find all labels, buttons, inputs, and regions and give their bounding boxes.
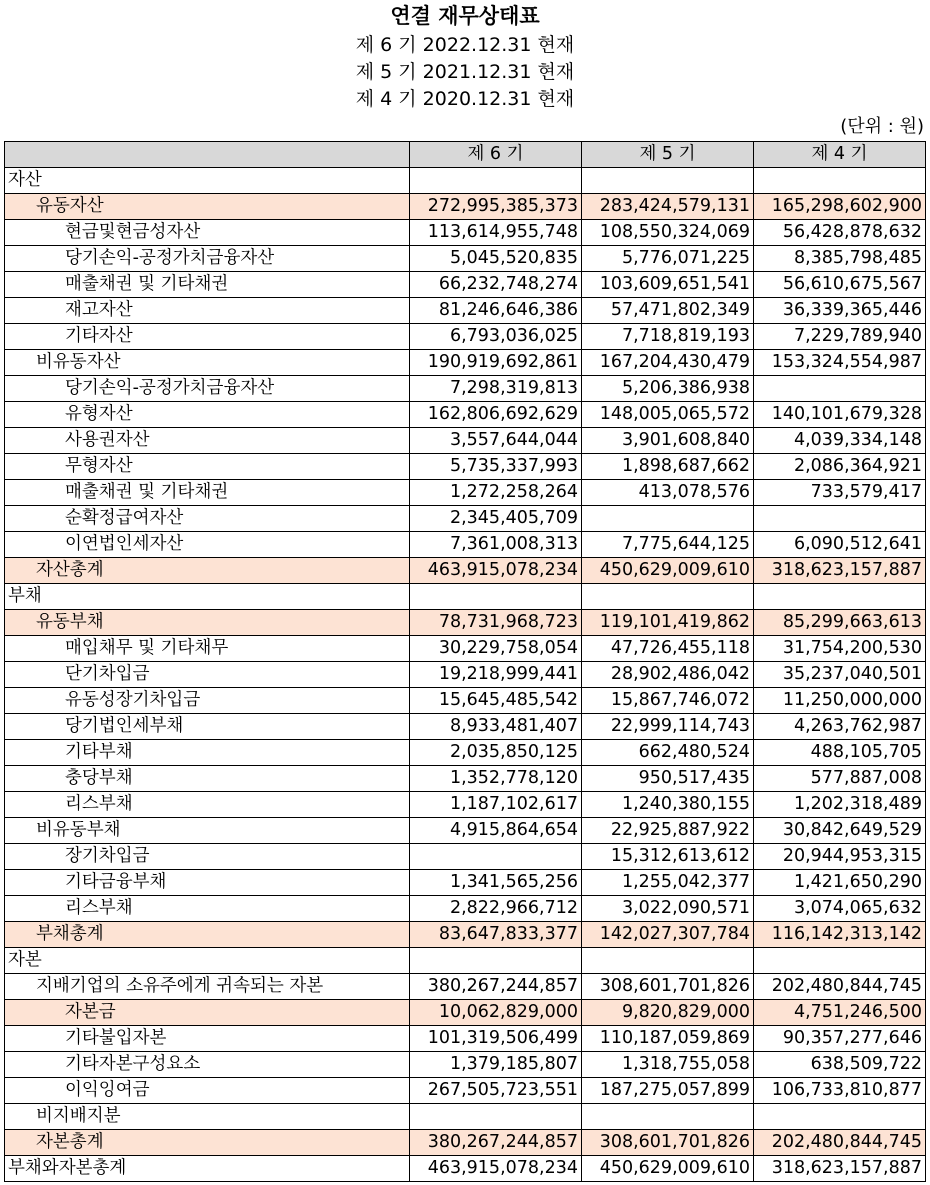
amount-cell (582, 1104, 754, 1130)
amount-cell: 8,933,481,407 (410, 714, 582, 740)
amount-cell: 1,272,258,264 (410, 480, 582, 506)
header-period-6: 제 6 기 (410, 142, 582, 168)
amount-cell: 167,204,430,479 (582, 350, 754, 376)
account-label: 유형자산 (5, 402, 410, 428)
amount-cell: 142,027,307,784 (582, 922, 754, 948)
account-label: 유동부채 (5, 610, 410, 636)
account-label: 무형자산 (5, 454, 410, 480)
amount-cell (582, 506, 754, 532)
amount-cell: 140,101,679,328 (754, 402, 926, 428)
amount-cell: 15,312,613,612 (582, 844, 754, 870)
amount-cell: 7,298,319,813 (410, 376, 582, 402)
amount-cell (410, 1104, 582, 1130)
amount-cell (754, 948, 926, 974)
account-label: 장기차입금 (5, 844, 410, 870)
amount-cell: 36,339,365,446 (754, 298, 926, 324)
amount-cell (410, 948, 582, 974)
amount-cell: 15,645,485,542 (410, 688, 582, 714)
table-header-row (5, 142, 926, 168)
amount-cell: 4,915,864,654 (410, 818, 582, 844)
table-row (5, 636, 926, 662)
period-line-current: 제 6 기 2022.12.31 현재 (355, 34, 575, 56)
account-label: 자산 (5, 168, 410, 194)
table-row (5, 1130, 926, 1156)
header-period-4: 제 4 기 (754, 142, 926, 168)
table-row (5, 558, 926, 584)
amount-cell: 267,505,723,551 (410, 1078, 582, 1104)
account-label: 부채총계 (5, 922, 410, 948)
account-label: 단기차입금 (5, 662, 410, 688)
account-label: 유동성장기차입금 (5, 688, 410, 714)
amount-cell: 153,324,554,987 (754, 350, 926, 376)
amount-cell: 101,319,506,499 (410, 1026, 582, 1052)
table-row (5, 1104, 926, 1130)
table-row (5, 688, 926, 714)
amount-cell: 190,919,692,861 (410, 350, 582, 376)
amount-cell: 22,925,887,922 (582, 818, 754, 844)
account-label: 이익잉여금 (5, 1078, 410, 1104)
amount-cell: 30,229,758,054 (410, 636, 582, 662)
amount-cell: 202,480,844,745 (754, 1130, 926, 1156)
amount-cell: 20,944,953,315 (754, 844, 926, 870)
table-body (5, 168, 926, 1182)
table-row (5, 194, 926, 220)
table-row (5, 506, 926, 532)
account-label: 비유동자산 (5, 350, 410, 376)
table-row (5, 1156, 926, 1182)
amount-cell (410, 168, 582, 194)
table-row (5, 298, 926, 324)
amount-cell: 6,793,036,025 (410, 324, 582, 350)
amount-cell: 318,623,157,887 (754, 558, 926, 584)
amount-cell: 148,005,065,572 (582, 402, 754, 428)
amount-cell: 413,078,576 (582, 480, 754, 506)
table-row (5, 272, 926, 298)
amount-cell: 119,101,419,862 (582, 610, 754, 636)
amount-cell: 2,035,850,125 (410, 740, 582, 766)
document-title: 연결 재무상태표 (390, 4, 540, 28)
amount-cell: 450,629,009,610 (582, 1156, 754, 1182)
amount-cell: 47,726,455,118 (582, 636, 754, 662)
amount-cell: 1,255,042,377 (582, 870, 754, 896)
amount-cell: 3,901,608,840 (582, 428, 754, 454)
table-row (5, 792, 926, 818)
amount-cell: 1,898,687,662 (582, 454, 754, 480)
table-row (5, 324, 926, 350)
account-label: 매출채권 및 기타채권 (5, 480, 410, 506)
amount-cell (410, 844, 582, 870)
amount-cell (754, 376, 926, 402)
period-line-prior: 제 5 기 2021.12.31 현재 (355, 61, 575, 83)
table-row (5, 1026, 926, 1052)
account-label: 기타부채 (5, 740, 410, 766)
amount-cell: 463,915,078,234 (410, 558, 582, 584)
amount-cell: 10,062,829,000 (410, 1000, 582, 1026)
amount-cell: 380,267,244,857 (410, 1130, 582, 1156)
amount-cell: 1,352,778,120 (410, 766, 582, 792)
amount-cell: 28,902,486,042 (582, 662, 754, 688)
table-row (5, 402, 926, 428)
amount-cell: 318,623,157,887 (754, 1156, 926, 1182)
unit-label: (단위 : 원) (840, 116, 924, 137)
table-row (5, 610, 926, 636)
table-row (5, 922, 926, 948)
account-label: 유동자산 (5, 194, 410, 220)
amount-cell: 638,509,722 (754, 1052, 926, 1078)
amount-cell: 22,999,114,743 (582, 714, 754, 740)
amount-cell: 35,237,040,501 (754, 662, 926, 688)
amount-cell: 83,647,833,377 (410, 922, 582, 948)
amount-cell: 488,105,705 (754, 740, 926, 766)
amount-cell: 15,867,746,072 (582, 688, 754, 714)
amount-cell: 1,318,755,058 (582, 1052, 754, 1078)
amount-cell: 463,915,078,234 (410, 1156, 582, 1182)
amount-cell: 81,246,646,386 (410, 298, 582, 324)
amount-cell: 90,357,277,646 (754, 1026, 926, 1052)
table-row (5, 376, 926, 402)
account-label: 매출채권 및 기타채권 (5, 272, 410, 298)
amount-cell: 5,776,071,225 (582, 246, 754, 272)
amount-cell: 1,187,102,617 (410, 792, 582, 818)
amount-cell: 1,202,318,489 (754, 792, 926, 818)
account-label: 부채와자본총계 (5, 1156, 410, 1182)
account-label: 재고자산 (5, 298, 410, 324)
amount-cell: 1,421,650,290 (754, 870, 926, 896)
amount-cell: 187,275,057,899 (582, 1078, 754, 1104)
table-row (5, 766, 926, 792)
amount-cell (582, 168, 754, 194)
table-row (5, 714, 926, 740)
header-period-5: 제 5 기 (582, 142, 754, 168)
amount-cell: 116,142,313,142 (754, 922, 926, 948)
account-label: 기타금융부채 (5, 870, 410, 896)
amount-cell: 57,471,802,349 (582, 298, 754, 324)
balance-sheet-table (4, 141, 926, 1182)
amount-cell: 662,480,524 (582, 740, 754, 766)
amount-cell: 2,822,966,712 (410, 896, 582, 922)
amount-cell (754, 506, 926, 532)
amount-cell (410, 584, 582, 610)
amount-cell: 5,206,386,938 (582, 376, 754, 402)
table-row (5, 1000, 926, 1026)
table-row (5, 584, 926, 610)
account-label: 매입채무 및 기타채무 (5, 636, 410, 662)
amount-cell: 30,842,649,529 (754, 818, 926, 844)
amount-cell: 3,074,065,632 (754, 896, 926, 922)
amount-cell: 577,887,008 (754, 766, 926, 792)
amount-cell (754, 168, 926, 194)
amount-cell: 272,995,385,373 (410, 194, 582, 220)
account-label: 리스부채 (5, 792, 410, 818)
account-label: 지배기업의 소유주에게 귀속되는 자본 (5, 974, 410, 1000)
amount-cell: 66,232,748,274 (410, 272, 582, 298)
amount-cell: 110,187,059,869 (582, 1026, 754, 1052)
table-row (5, 1078, 926, 1104)
amount-cell: 5,735,337,993 (410, 454, 582, 480)
amount-cell: 3,557,644,044 (410, 428, 582, 454)
amount-cell: 56,610,675,567 (754, 272, 926, 298)
amount-cell: 1,240,380,155 (582, 792, 754, 818)
amount-cell: 113,614,955,748 (410, 220, 582, 246)
period-line-pre-prior: 제 4 기 2020.12.31 현재 (355, 88, 575, 110)
amount-cell: 950,517,435 (582, 766, 754, 792)
amount-cell: 78,731,968,723 (410, 610, 582, 636)
amount-cell: 6,090,512,641 (754, 532, 926, 558)
amount-cell: 3,022,090,571 (582, 896, 754, 922)
amount-cell: 106,733,810,877 (754, 1078, 926, 1104)
amount-cell: 733,579,417 (754, 480, 926, 506)
account-label: 순확정급여자산 (5, 506, 410, 532)
table-row (5, 870, 926, 896)
amount-cell: 1,341,565,256 (410, 870, 582, 896)
account-label: 당기손익-공정가치금융자산 (5, 376, 410, 402)
account-label: 부채 (5, 584, 410, 610)
amount-cell: 4,263,762,987 (754, 714, 926, 740)
amount-cell: 4,039,334,148 (754, 428, 926, 454)
amount-cell: 31,754,200,530 (754, 636, 926, 662)
amount-cell: 7,718,819,193 (582, 324, 754, 350)
amount-cell: 4,751,246,500 (754, 1000, 926, 1026)
amount-cell: 162,806,692,629 (410, 402, 582, 428)
table-row (5, 350, 926, 376)
table-row (5, 428, 926, 454)
account-label: 기타자산 (5, 324, 410, 350)
table-row (5, 818, 926, 844)
amount-cell: 108,550,324,069 (582, 220, 754, 246)
amount-cell: 7,361,008,313 (410, 532, 582, 558)
table-row (5, 532, 926, 558)
amount-cell: 2,086,364,921 (754, 454, 926, 480)
account-label: 당기법인세부채 (5, 714, 410, 740)
table-row (5, 168, 926, 194)
account-label: 리스부채 (5, 896, 410, 922)
table-row (5, 246, 926, 272)
table-row (5, 896, 926, 922)
amount-cell: 103,609,651,541 (582, 272, 754, 298)
table-row (5, 844, 926, 870)
account-label: 기타불입자본 (5, 1026, 410, 1052)
account-label: 사용권자산 (5, 428, 410, 454)
account-label: 비유동부채 (5, 818, 410, 844)
table-row (5, 948, 926, 974)
account-label: 이연법인세자산 (5, 532, 410, 558)
amount-cell: 7,229,789,940 (754, 324, 926, 350)
account-label: 자본총계 (5, 1130, 410, 1156)
amount-cell: 85,299,663,613 (754, 610, 926, 636)
amount-cell: 1,379,185,807 (410, 1052, 582, 1078)
amount-cell: 380,267,244,857 (410, 974, 582, 1000)
table-row (5, 740, 926, 766)
amount-cell (754, 584, 926, 610)
amount-cell: 5,045,520,835 (410, 246, 582, 272)
account-label: 충당부채 (5, 766, 410, 792)
amount-cell: 8,385,798,485 (754, 246, 926, 272)
table-row (5, 662, 926, 688)
amount-cell: 19,218,999,441 (410, 662, 582, 688)
account-label: 당기손익-공정가치금융자산 (5, 246, 410, 272)
account-label: 기타자본구성요소 (5, 1052, 410, 1078)
account-label: 자산총계 (5, 558, 410, 584)
amount-cell: 308,601,701,826 (582, 974, 754, 1000)
amount-cell: 7,775,644,125 (582, 532, 754, 558)
amount-cell: 450,629,009,610 (582, 558, 754, 584)
amount-cell: 2,345,405,709 (410, 506, 582, 532)
amount-cell: 11,250,000,000 (754, 688, 926, 714)
account-label: 비지배지분 (5, 1104, 410, 1130)
amount-cell (582, 948, 754, 974)
header-account (5, 142, 410, 168)
amount-cell (582, 584, 754, 610)
amount-cell: 165,298,602,900 (754, 194, 926, 220)
account-label: 자본금 (5, 1000, 410, 1026)
account-label: 자본 (5, 948, 410, 974)
amount-cell: 308,601,701,826 (582, 1130, 754, 1156)
amount-cell: 283,424,579,131 (582, 194, 754, 220)
table-row (5, 974, 926, 1000)
table-row (5, 480, 926, 506)
account-label: 현금및현금성자산 (5, 220, 410, 246)
amount-cell: 56,428,878,632 (754, 220, 926, 246)
table-row (5, 454, 926, 480)
amount-cell: 9,820,829,000 (582, 1000, 754, 1026)
table-row (5, 220, 926, 246)
amount-cell: 202,480,844,745 (754, 974, 926, 1000)
amount-cell (754, 1104, 926, 1130)
table-row (5, 1052, 926, 1078)
